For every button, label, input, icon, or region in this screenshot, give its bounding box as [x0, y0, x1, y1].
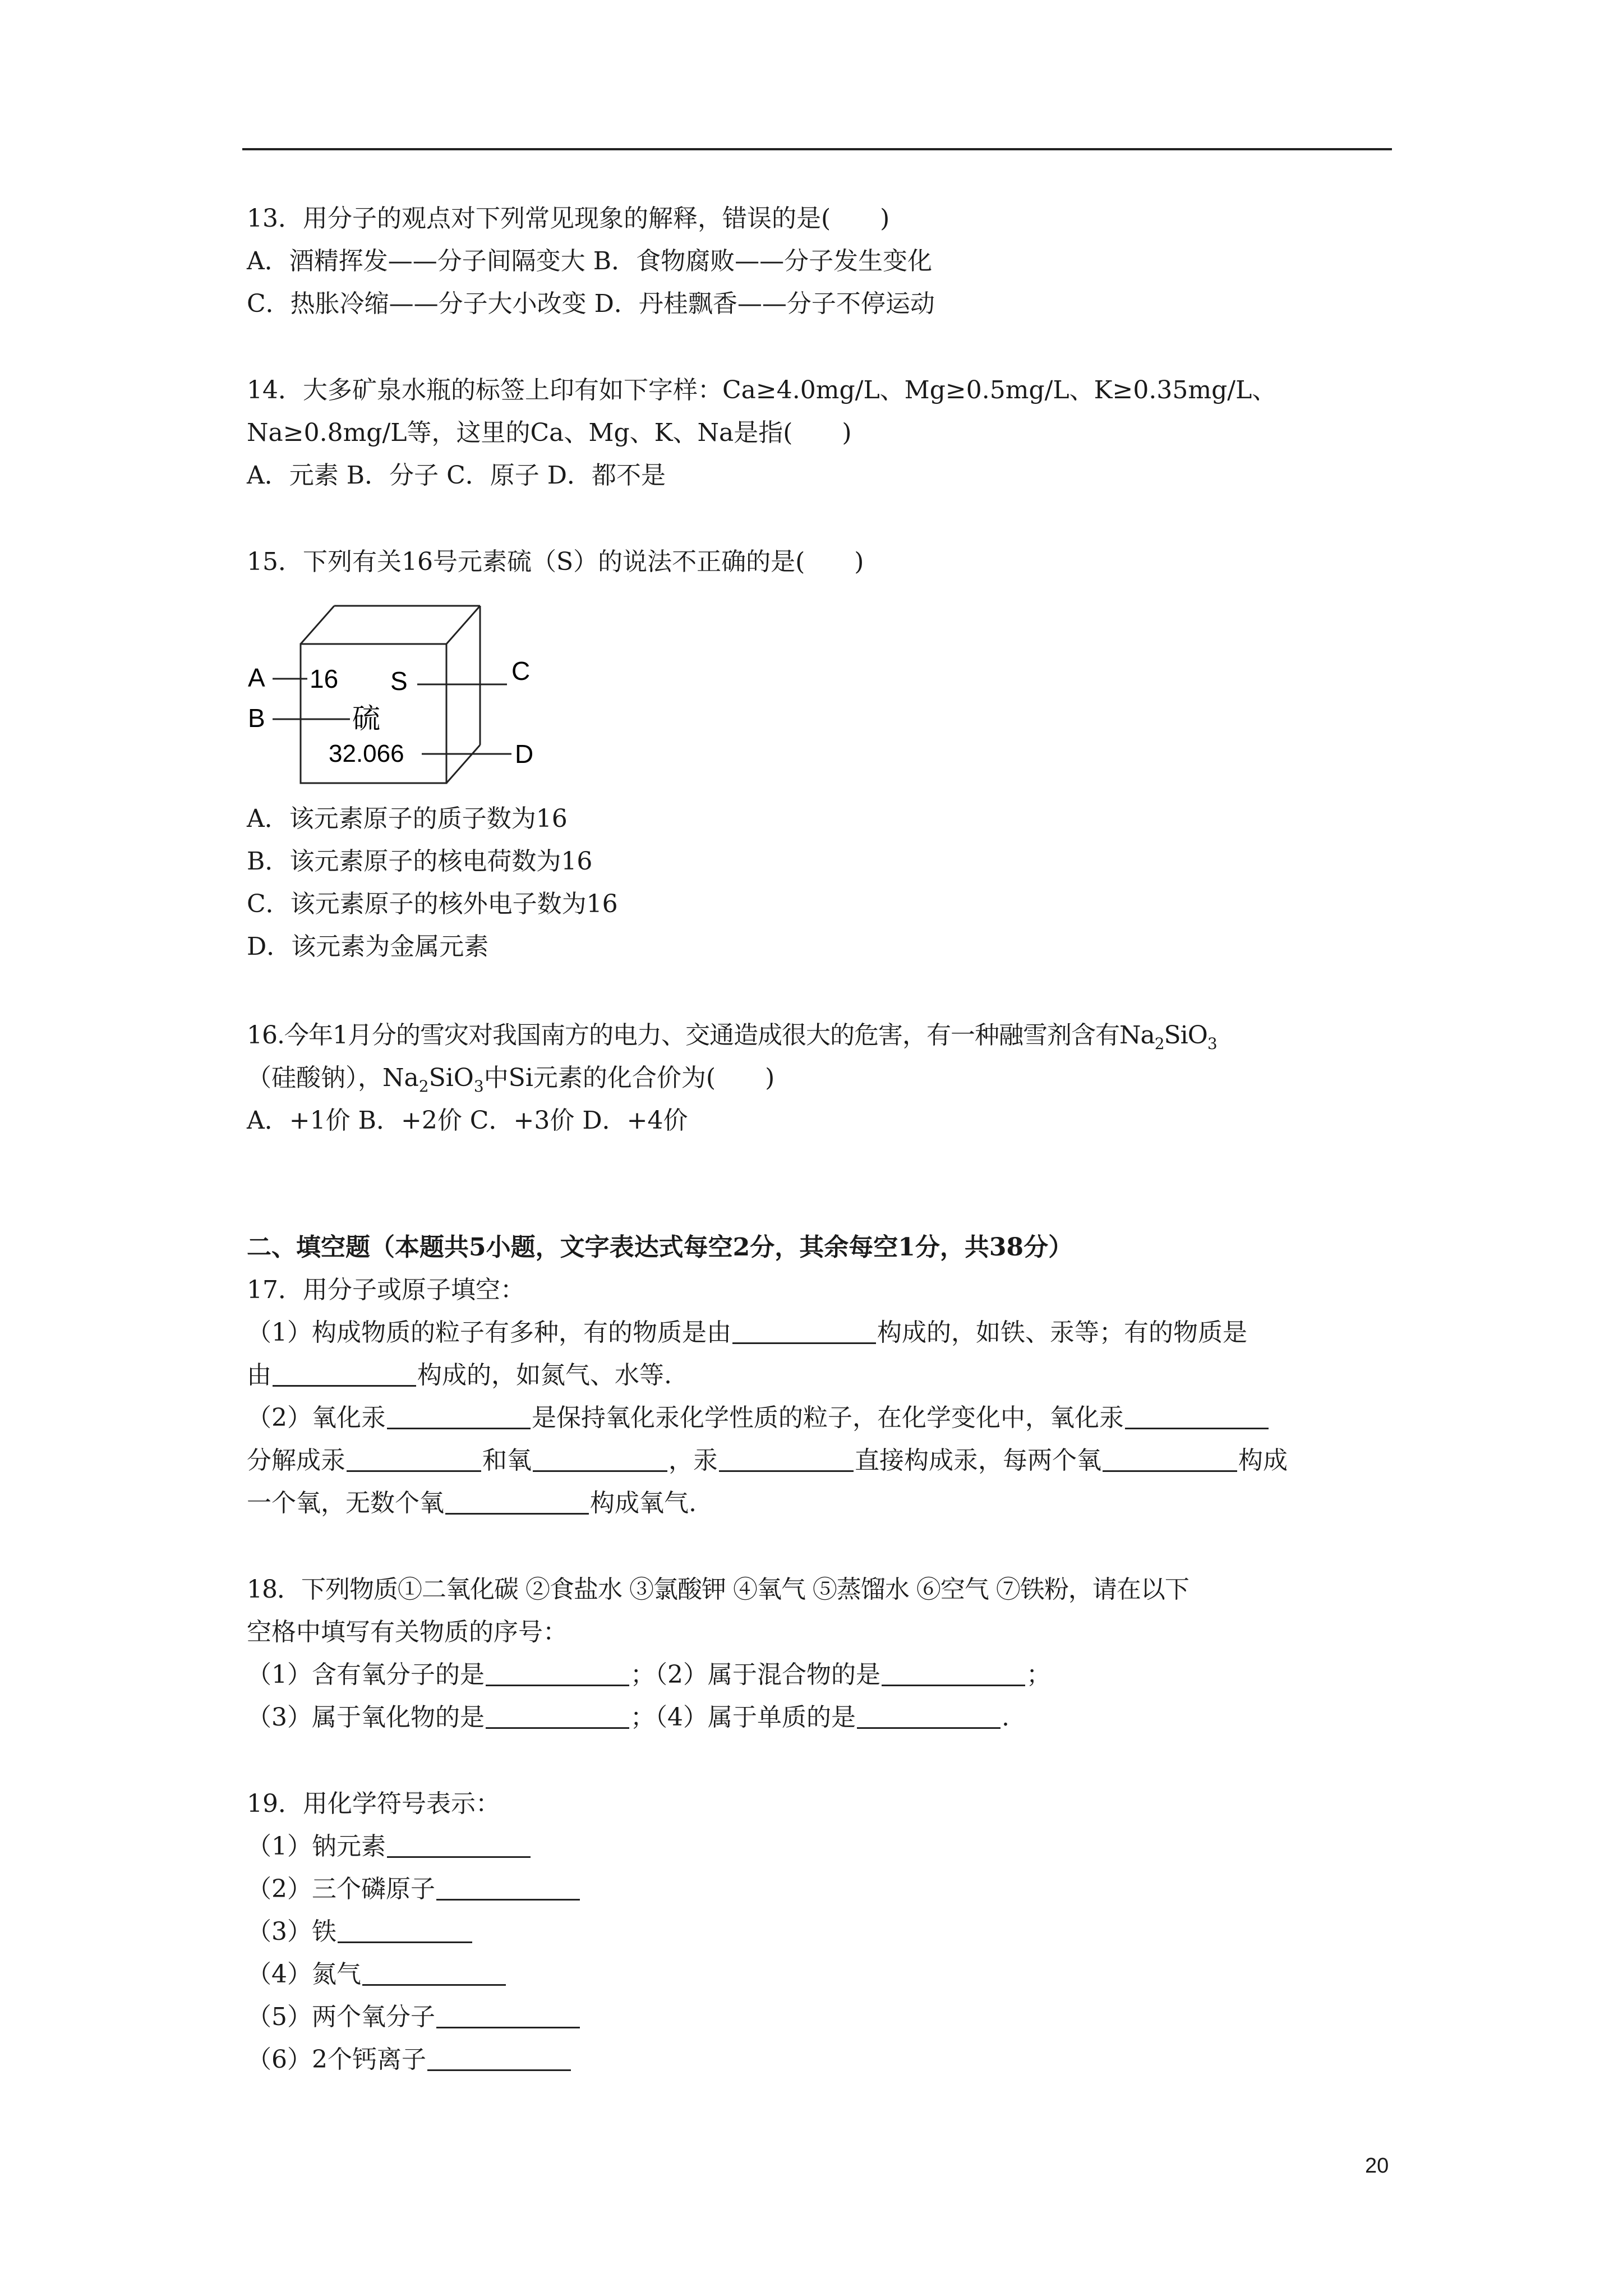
page-number: 20: [1365, 2154, 1389, 2178]
answer-blank[interactable]: [338, 1918, 472, 1943]
q14-stem-line1: 14．大多矿泉水瓶的标签上印有如下字样：Ca≥4.0mg/L、Mg≥0.5mg/L、K≥0.35mg/L、: [247, 376, 1277, 404]
answer-blank[interactable]: [719, 1447, 854, 1472]
q19-item: （1）钠元素: [247, 1831, 532, 1862]
atomic-number: 16: [310, 664, 339, 693]
q16-stem-line2: （硅酸钠），$Na_2SiO_3$中Si元素的化合价为( ): [247, 1064, 775, 1096]
atomic-mass: 32.066: [329, 740, 404, 767]
answer-blank[interactable]: [387, 1404, 531, 1429]
q13-options-cd: C．热胀冷缩——分子大小改变 D．丹桂飘香——分子不停运动: [247, 289, 935, 318]
q19-item: （5）两个氧分子: [247, 2001, 581, 2033]
q17-part1-line1: （1）构成物质的粒子有多种，有的物质是由 构成的，如铁、汞等；有的物质是: [247, 1318, 1247, 1347]
q17-part2-line2: 分解成汞 和氧 ，汞 直接构成汞，每两个氧 构成: [247, 1446, 1288, 1475]
cube-edge: [301, 606, 334, 644]
q19-item: （4）氮气: [247, 1959, 507, 1990]
answer-blank[interactable]: [273, 1361, 416, 1387]
q13-stem: 13．用分子的观点对下列常见现象的解释，错误的是( ): [247, 204, 890, 233]
answer-blank[interactable]: [857, 1704, 1000, 1729]
header-rule: [242, 148, 1392, 150]
answer-blank[interactable]: [1125, 1404, 1269, 1429]
q15-option-c: C．该元素原子的核外电子数为16: [247, 890, 618, 918]
answer-blank[interactable]: [347, 1447, 481, 1472]
q14-options: A．元素 B．分子 C．原子 D．都不是: [247, 461, 666, 490]
q18-stem-line2: 空格中填写有关物质的序号：: [247, 1618, 568, 1646]
q13-options-ab: A．酒精挥发——分子间隔变大 B．食物腐败——分子发生变化: [247, 247, 933, 275]
q15-option-b: B．该元素原子的核电荷数为16: [247, 847, 593, 876]
q19-item: （2）三个磷原子: [247, 1874, 581, 1905]
sulfur-element-cube-figure: [245, 595, 559, 785]
q19-item: （3）铁: [247, 1916, 473, 1948]
cube-edge: [446, 745, 480, 783]
answer-blank[interactable]: [533, 1447, 667, 1472]
label-c: C: [511, 656, 531, 685]
q19-stem: 19．用化学符号表示：: [247, 1789, 500, 1818]
q17-part1-line2: 由 构成的，如氮气、水等.: [247, 1361, 672, 1389]
answer-blank[interactable]: [486, 1661, 629, 1686]
q15-option-d: D．该元素为金属元素: [247, 932, 489, 961]
element-name: 硫: [352, 703, 380, 734]
q18-sub-1-2: （1）含有氧分子的是 ；（2）属于混合物的是 ；: [247, 1660, 1051, 1689]
element-symbol: S: [390, 666, 408, 696]
cube-edge: [446, 606, 480, 644]
q15-option-a: A．该元素原子的质子数为16: [247, 804, 568, 833]
label-d: D: [515, 739, 534, 769]
q17-part2-line1: （2）氧化汞 是保持氧化汞化学性质的粒子，在化学变化中，氧化汞: [247, 1402, 1270, 1434]
answer-blank[interactable]: [486, 1704, 629, 1729]
q17-part2-line3: 一个氧，无数个氧 构成氧气.: [247, 1489, 697, 1517]
q18-stem-line1: 18．下列物质①二氧化碳 ②食盐水 ③氯酸钾 ④氧气 ⑤蒸馏水 ⑥空气 ⑦铁粉，请在以下: [247, 1575, 1189, 1604]
q16-stem-line1: 16.今年1月分的雪灾对我国南方的电力、交通造成很大的危害，有一种融雪剂含有$Na_2SiO_3$: [247, 1021, 1217, 1053]
section-heading: 二、填空题（本题共5小题，文字表达式每空2分，其余每空1分，共38分）: [247, 1233, 1073, 1262]
q18-sub-3-4: （3）属于氧化物的是 ；（4）属于单质的是 .: [247, 1703, 1009, 1732]
answer-blank[interactable]: [436, 2003, 580, 2028]
q19-item: （6）2个钙离子: [247, 2044, 572, 2076]
answer-blank[interactable]: [1103, 1447, 1237, 1472]
q17-stem: 17．用分子或原子填空：: [247, 1276, 525, 1304]
answer-blank[interactable]: [387, 1833, 531, 1858]
answer-blank[interactable]: [445, 1489, 589, 1515]
q15-stem: 15．下列有关16号元素硫（S）的说法不正确的是( ): [247, 547, 864, 576]
label-a: A: [248, 663, 265, 692]
answer-blank[interactable]: [882, 1661, 1025, 1686]
answer-blank[interactable]: [732, 1319, 876, 1344]
q14-stem-line2: Na≥0.8mg/L等，这里的Ca、Mg、K、Na是指( ): [247, 418, 852, 447]
answer-blank[interactable]: [362, 1961, 506, 1986]
label-b: B: [248, 703, 265, 733]
answer-blank[interactable]: [436, 1875, 580, 1901]
q16-options: A．+1价 B．+2价 C．+3价 D．+4价: [247, 1106, 688, 1135]
answer-blank[interactable]: [427, 2046, 571, 2071]
